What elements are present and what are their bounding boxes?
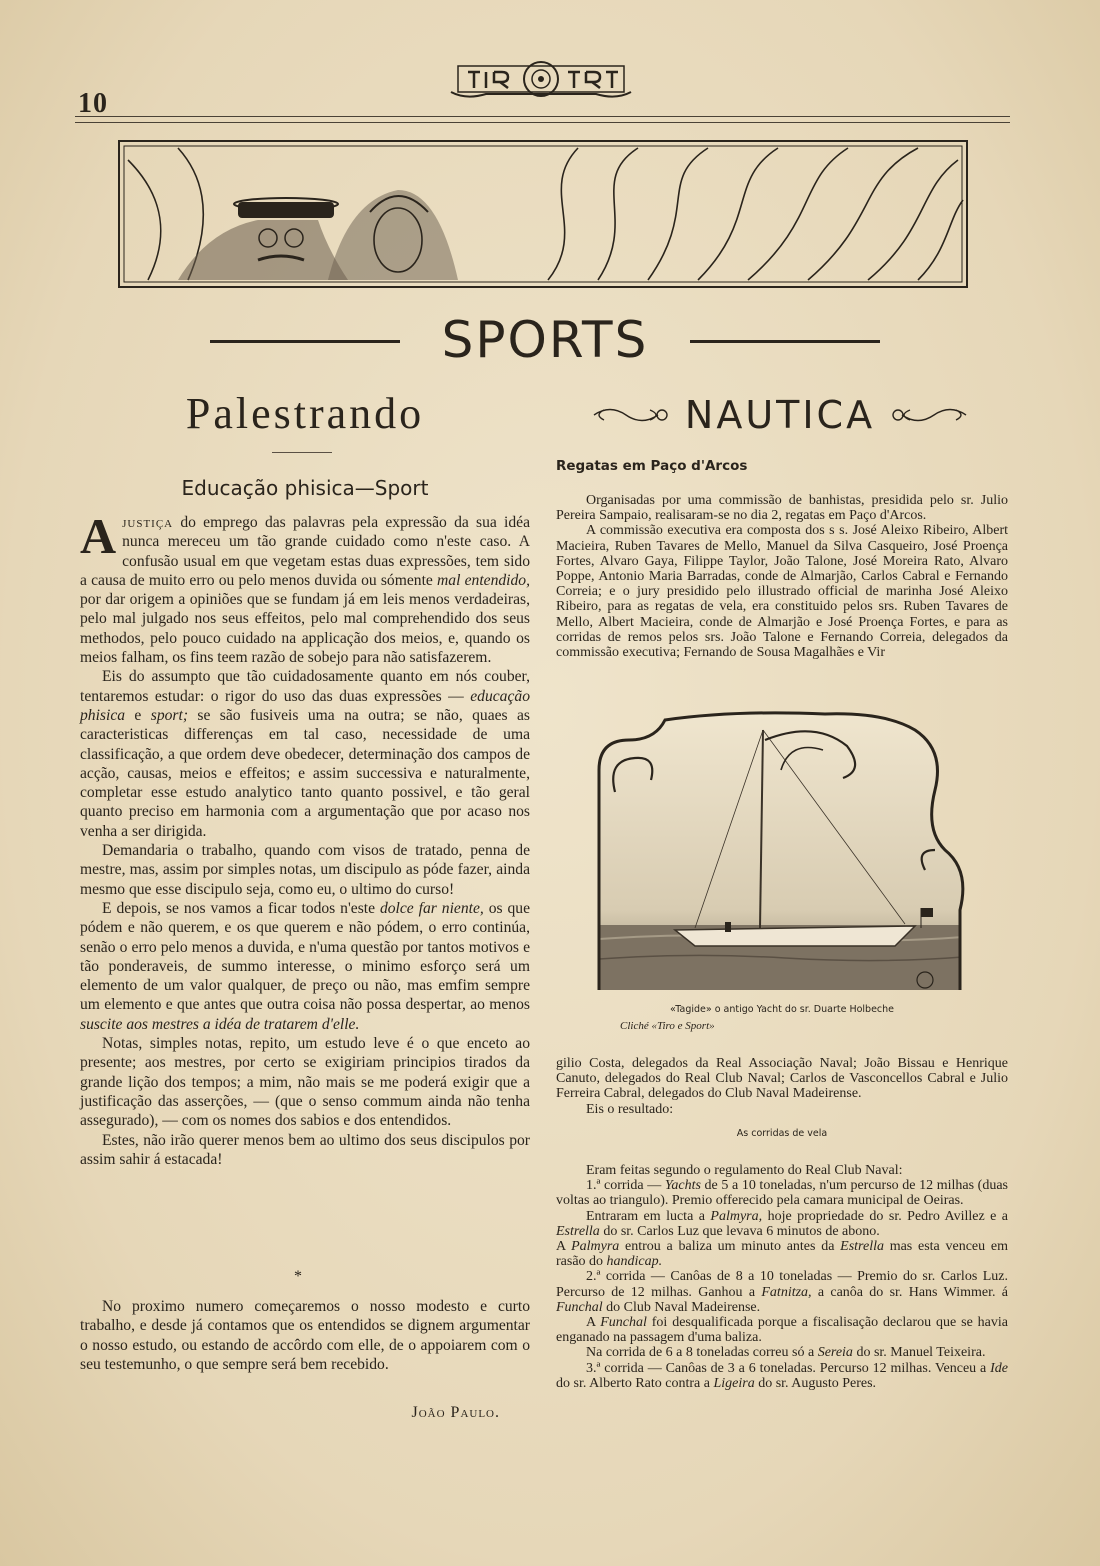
emphasis: sport; [150,706,189,724]
emphasis: suscite aos mestres a idéa de tratarem d'elle. [80,1015,360,1033]
article-subtitle-regatas: Regatas em Paço d'Arcos [556,458,748,474]
emphasis: mal entendido, [437,571,530,589]
emphasis: dolce far niente, [379,899,484,917]
paragraph [556,1345,1008,1360]
paragraph: Eram feitas segundo o regulamento do Real Club Naval: [586,1163,903,1178]
article-body-nautica-cont [556,1056,1008,1117]
emphasis: Estrella [840,1239,884,1255]
author-signature: João Paulo. [411,1404,500,1421]
paragraph-text: do sr. Augusto Peres. [754,1375,877,1391]
paragraph [556,1178,1008,1208]
emphasis: Ligeira [713,1375,755,1391]
paragraph: Notas, simples notas, repito, um estudo leve é o que enceto ao presente; aos mestres, por certo se exigiriam principios tirados da grande lição dos tempos; a mim, não mais se me poderá exigir que a justificação das asserções, — (que o senso commum ainda não tenha assegurado), — com os nomes dos sabios e dos entendidos. [80,1035,530,1130]
paragraph [556,1315,1008,1345]
lead-smallcaps: justiça [122,514,174,531]
paragraph-text: do sr. Alberto Rato contra a [556,1375,714,1391]
emphasis: Funchal [556,1299,603,1315]
paragraph-text: mas esta venceu em rasão do [556,1239,1008,1270]
paragraph-text: A [556,1239,572,1255]
paragraph-text: do sr. Manuel Teixeira. [852,1345,986,1361]
paragraph-text: Eis do assumpto que tão cuidadosamente quanto em nós couber, tentaremos estudar: o rigor do uso das duas expressões — [80,668,530,705]
article-title-palestrando: Palestrando [185,389,425,438]
article-body-palestrando [80,508,531,1169]
asterism: * [294,1268,302,1285]
header-rule [75,116,1010,123]
paragraph-text: Na corrida de 6 a 8 toneladas correu só a [586,1345,818,1361]
nautica-header [590,390,970,440]
paragraph-text: se são fusiveis uma na outra; se não, quaes as caracteristicas differenças em tal caso, necessidade de uma classificação, a que ordem deve obedecer, determinação dos campos de acção, causas, meios e effeitos; e assim successiva e naturalmente, completar esse estudo analytico tanto quanto possivel, e tão geral quanto preciso em harmonia com a argumentação que por acaso nos venha a ser dirigida. [80,706,531,840]
paragraph [556,1269,1008,1315]
title-separator [272,452,332,453]
emphasis: Palmyra, [710,1208,763,1224]
paragraph [556,1361,1008,1391]
paragraph-text: 1.ª corrida — [586,1178,665,1194]
paragraph: Demandaria o trabalho, quando com visos de tratado, penna de mestre, mas, assim por simples notas, um discipulo as póde fazer, ainda mesmo que esse discipulo seja, como eu, o ultimo do curso! [80,842,530,898]
subsection-heading: As corridas de vela [736,1128,828,1139]
paragraph: Organisadas por uma commissão de banhistas, presidida pelo sr. Julio Pereira Sampaio, realisaram-se no dia 2, regatas em Paço d'Arcos. [556,493,1008,524]
photo-caption: «Tagide» o antigo Yacht do sr. Duarte Holbeche [669,1004,895,1015]
yacht-photograph [585,700,975,1000]
section-title: SPORTS [441,311,649,369]
emphasis: Palmyra [571,1239,620,1255]
paragraph-text: hoje propriedade do sr. Pedro Avillez e a [762,1208,1008,1224]
paragraph-text: do sr. Carlos Luz que levava 6 minutos de abono. [599,1223,880,1239]
paragraph-text: e [125,706,151,724]
paragraph-text: 2.ª corrida — Canôas de 8 a 10 toneladas — Premio do sr. Carlos Luz. Percurso de 12 milhas. Ganhou a [556,1269,1008,1300]
paragraph-text: E depois, se nos vamos a ficar todos n'este [102,899,380,917]
paragraph-text: foi desqualificada porque a fiscalisação declarou que se havia enganado na passagem d'uma baliza. [556,1315,1008,1346]
paragraph [556,1239,1008,1269]
paragraph-text: A [586,1315,601,1331]
photo-credit: Cliché «Tiro e Sport» [620,1020,715,1032]
article-body-nautica [556,493,1008,660]
paragraph-text: Entraram em lucta a [586,1208,711,1224]
masthead-logo [446,58,636,104]
emphasis: Fatnitza, [761,1284,812,1300]
emphasis: Yachts [664,1178,701,1194]
article-subtitle: Educação phisica—Sport [181,476,429,500]
emphasis: Funchal [600,1315,647,1331]
article-closing [80,1297,530,1374]
page-number: 10 [78,88,108,119]
paragraph [80,667,530,841]
paragraph [80,899,530,1034]
race-results [556,1163,1008,1391]
paragraph-text: 3.ª corrida — Canôas de 3 a 6 toneladas. Percurso 12 milhas. Venceu a [586,1360,991,1376]
paragraph: Eis o resultado: [586,1101,674,1117]
emphasis: educação phisica [80,687,530,724]
paragraph [556,1209,1008,1239]
paragraph-text: entrou a baliza um minuto antes da [619,1239,841,1255]
paragraph-text: de 5 a 10 toneladas, n'um percurso de 12 milhas (duas voltas ao triangulo). Premio offerecido pela camara municipal de Oeiras. [556,1178,1008,1209]
paragraph-text: a canôa do sr. Hans Wimmer. á [811,1284,1008,1300]
section-header [200,312,890,368]
paragraph: A commissão executiva era composta dos s s. José Aleixo Ribeiro, Albert Macieira, Ruben Tavares de Mello, Manuel da Silva Casqueiro, José Proença Fortes, Alvaro Gaya, Filippe Taylor, João Talone, José Moreira Rato, Alvaro Poppe, Antonio Maria Barradas, conde de Almarjão, Carlos Cabral e Fernando Correia; e o jury presidido pelo illustrado official de marinha José Aleixo Ribeiro, para as regatas de vela, era constituido pelos srs. Ruben Tavares de Mello, Albert Macieira, conde de Almarjão e José Proença Fortes, e para as corridas de remos pelos srs. João Talone e Fernando Correia, delegados da commissão executiva; Fernando de Sousa Magalhães e Vir [556,523,1008,661]
emphasis: Ide [990,1360,1008,1376]
drop-cap: A [80,508,117,564]
art-nouveau-illustration [118,140,968,288]
paragraph: gilio Costa, delegados da Real Associação Naval; João Bissau e Henrique Canuto, delegados do Real Club Naval; Carlos de Vasconcellos Cabral e Julio Ferreira Cabral, delegados do Club Naval Madeirense. [556,1056,1008,1102]
paragraph-text: do emprego das palavras pela expressão da sua idéa nunca mereceu um tão grande cuidado como n'este caso. A confusão usual em que vegetam estas duas expressões, tem sido a causa de muito erro ou pelo menos duvida ou sómente [80,514,530,589]
emphasis: Sereia [817,1345,853,1361]
paragraph: Estes, não irão querer menos bem ao ultimo dos seus discipulos por assim sahir á estacada! [80,1131,530,1168]
paragraph [80,508,530,667]
emphasis: handicap. [606,1254,663,1270]
emphasis: Estrella [556,1223,600,1239]
paragraph-text: por dar origem a opiniões que se fundam já em leis menos verdadeiras, pelo mal julgado nos seus effeitos, pelo mal comprehendido dos seus methodos, pelo pouco cuidado na applicação dos meios, e, quando os meios falham, os fins teem razão de sobejo para não satisfazerem. [80,591,530,667]
paragraph-text: do Club Naval Madeirense. [602,1299,761,1315]
paragraph-text: os que pódem e não querem, e os que querem e não pódem, o erro continúa, senão o erro pelo menos a duvida, e n'uma questão por tantos motivos e tão ponderaveis, de summo interesse, o minimo esforço será um elemento de um valor qualquer, de preço ou não, mas emfim sempre um elemento e que antes que outra coisa não possa despertar, ao menos [80,899,531,1014]
paragraph: No proximo numero começaremos o nosso modesto e curto trabalho, e desde já contamos que os entendidos se dignem argumentar o nosso estudo, ou estando de accôrdo com elle, de o appoiarem com o seu testemunho, o que sempre será bem recebido. [80,1298,530,1373]
article-title-nautica: NAUTICA [684,393,876,437]
